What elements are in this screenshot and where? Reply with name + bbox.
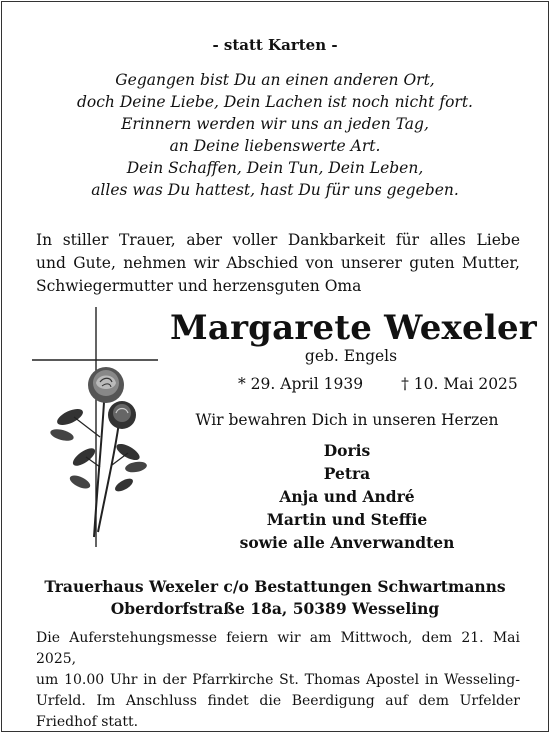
- poem-line: alles was Du hattest, hast Du für uns gegeben.: [91, 181, 459, 199]
- family-member: Anja und André: [279, 487, 415, 506]
- family-member: sowie alle Anverwandten: [239, 533, 455, 552]
- intro-line: und Gute, nehmen wir Abschied von unserer guten Mutter,: [36, 254, 520, 272]
- header-statt-karten: - statt Karten -: [212, 36, 338, 54]
- poem-line: an Deine liebenswerte Art.: [169, 137, 381, 155]
- mourning-address: [2, 576, 548, 620]
- family-member: Petra: [323, 464, 371, 483]
- deceased-name: Margarete Wexeler: [170, 308, 537, 348]
- family-member: Martin und Steffie: [266, 510, 428, 529]
- poem-line: Erinnern werden wir uns an jeden Tag,: [121, 115, 429, 133]
- family-list: [178, 439, 516, 554]
- poem-line: Gegangen bist Du an einen anderen Ort,: [115, 71, 435, 89]
- service-info: [36, 628, 520, 733]
- service-line: Friedhof statt.: [36, 714, 139, 730]
- service-line: Urfeld. Im Anschluss findet die Beerdigung auf dem Urfelder: [36, 693, 520, 709]
- poem-line: doch Deine Liebe, Dein Lachen ist noch nicht fort.: [77, 93, 473, 111]
- intro-text: [36, 229, 520, 298]
- address-line: Trauerhaus Wexeler c/o Bestattungen Schwartmanns: [44, 577, 506, 596]
- service-line: Die Auferstehungsmesse feiern wir am Mittwoch, dem 21. Mai 2025,: [36, 630, 520, 667]
- obituary-notice: [1, 1, 549, 732]
- address-line: Oberdorfstraße 18a, 50389 Wesseling: [110, 599, 440, 618]
- intro-line: Schwiegermutter und herzensguten Oma: [36, 277, 362, 295]
- cross-with-roses-icon: [32, 307, 158, 547]
- poem: [2, 69, 548, 201]
- remember-line: Wir bewahren Dich in unseren Herzen: [195, 411, 499, 429]
- poem-line: Dein Schaffen, Dein Tun, Dein Leben,: [126, 159, 424, 177]
- death-date: † 10. Mai 2025: [401, 375, 518, 393]
- maiden-name: geb. Engels: [304, 347, 398, 365]
- birth-date: * 29. April 1939: [238, 375, 364, 393]
- life-dates: [238, 375, 518, 393]
- intro-line: In stiller Trauer, aber voller Dankbarkeit für alles Liebe: [36, 231, 520, 249]
- family-member: Doris: [323, 441, 371, 460]
- service-line: um 10.00 Uhr in der Pfarrkirche St. Thomas Apostel in Wesseling-: [36, 672, 520, 688]
